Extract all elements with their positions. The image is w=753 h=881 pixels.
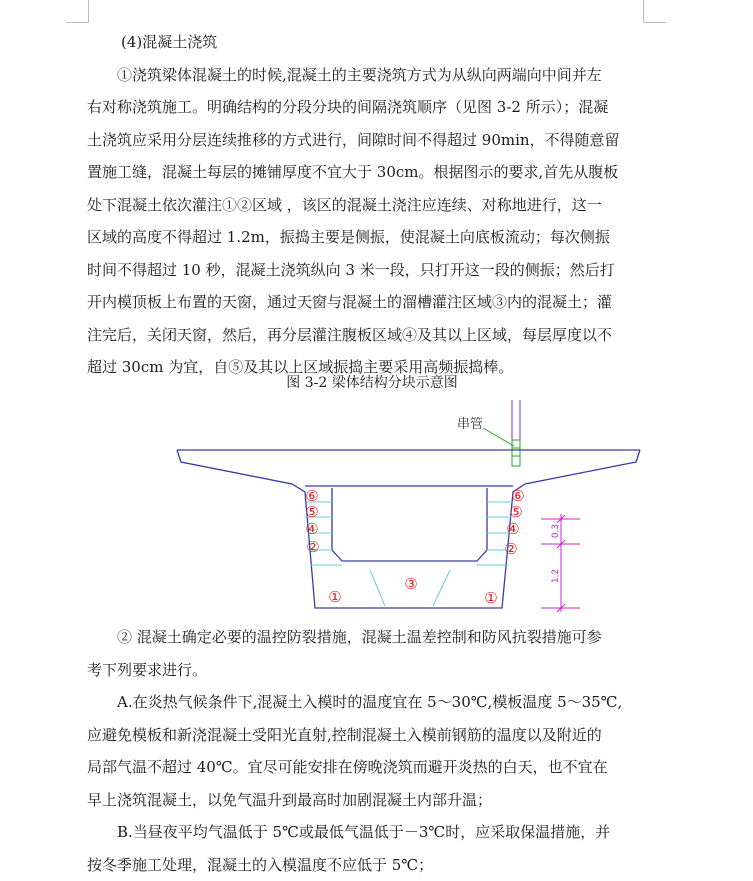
paragraph-1 (87, 59, 657, 384)
page-corner-mark-right (643, 0, 666, 23)
text-line: 注完后，关闭天窗，然后，再分层灌注腹板区域④及其以上区域，每层厚度以不 (87, 319, 657, 352)
document-body (87, 26, 657, 384)
beam-section-diagram (175, 398, 650, 613)
page-corner-mark-left (66, 0, 89, 23)
dimension-upper: 0.3 (551, 524, 561, 538)
pipe-icon (483, 400, 520, 466)
zone-label-left: ⑤ (305, 503, 318, 521)
text-line: 处下混凝土依次灌注①②区域 ，该区的混凝土浇注应连续、对称地进行，这一 (87, 189, 657, 222)
text-line: 超过 30cm 为宜，自⑤及其以上区域振捣主要采用高频振捣棒。 (87, 351, 657, 384)
pipe-label: 串管 (457, 416, 483, 432)
text-line: 区域的高度不得超过 1.2m，振捣主要是侧振，使混凝土向底板流动；每次侧振 (87, 221, 657, 254)
beam-section-figure (175, 398, 650, 617)
zone-label-left: ⑥ (305, 487, 318, 505)
zone-label-right: ⑥ (511, 487, 524, 505)
text-line: 考下列要求进行。 (87, 654, 657, 687)
text-line: 局部气温不超过 40℃。宜尽可能安排在傍晚浇筑而避开炎热的白天，也不宜在 (87, 751, 657, 784)
dimension-lower: 1.2 (551, 569, 561, 583)
zone-label-left: ④ (305, 520, 318, 538)
text-line: 应避免模板和新浇混凝土受阳光直射,控制混凝土入模前钢筋的温度以及附近的 (87, 719, 657, 752)
text-line: 右对称浇筑施工。明确结构的分段分块的间隔浇筑顺序（见图 3-2 所示）；混凝 (87, 91, 657, 124)
zone-label-right: ⑤ (509, 503, 522, 521)
text-line: 按冬季施工处理，混凝土的入模温度不应低于 5℃； (87, 849, 657, 881)
paragraph-2 (87, 621, 657, 881)
text-line: A.在炎热气候条件下,混凝土入模时的温度宜在 5～30℃,模板温度 5～35℃, (87, 686, 657, 719)
zone-label-left: ② (306, 538, 319, 556)
zone-label-bottom: ① (328, 588, 341, 606)
text-line: ①浇筑梁体混凝土的时候,混凝土的主要浇筑方式为从纵向两端向中间并左 (87, 59, 657, 92)
zone-label-bottom: ③ (404, 575, 417, 593)
text-line: 置施工缝，混凝土每层的摊铺厚度不宜大于 30cm。根据图示的要求,首先从腹板 (87, 156, 657, 189)
zone-label-right: ④ (506, 520, 519, 538)
text-line: 早上浇筑混凝土，以免气温升到最高时加剧混凝土内部升温； (87, 784, 657, 817)
text-line: 时间不得超过 10 秒，混凝土浇筑纵向 3 米一段，只打开这一段的侧振；然后打 (87, 254, 657, 287)
section-heading: (4)混凝土浇筑 (87, 26, 657, 59)
zone-label-right: ② (504, 540, 517, 558)
figure-caption: 图 3-2 梁体结构分块示意图 (87, 372, 657, 392)
text-line: ② 混凝土确定必要的温控防裂措施，混凝土温差控制和防风抗裂措施可参 (87, 621, 657, 654)
text-line: 开内模顶板上布置的天窗，通过天窗与混凝土的溜槽灌注区域③内的混凝土；灌 (87, 286, 657, 319)
zone-label-bottom: ① (484, 589, 497, 607)
text-line: 土浇筑应采用分层连续推移的方式进行，间隙时间不得超过 90min，不得随意留 (87, 124, 657, 157)
text-line: B.当昼夜平均气温低于 5℃或最低气温低于－3℃时，应采取保温措施，并 (87, 816, 657, 849)
